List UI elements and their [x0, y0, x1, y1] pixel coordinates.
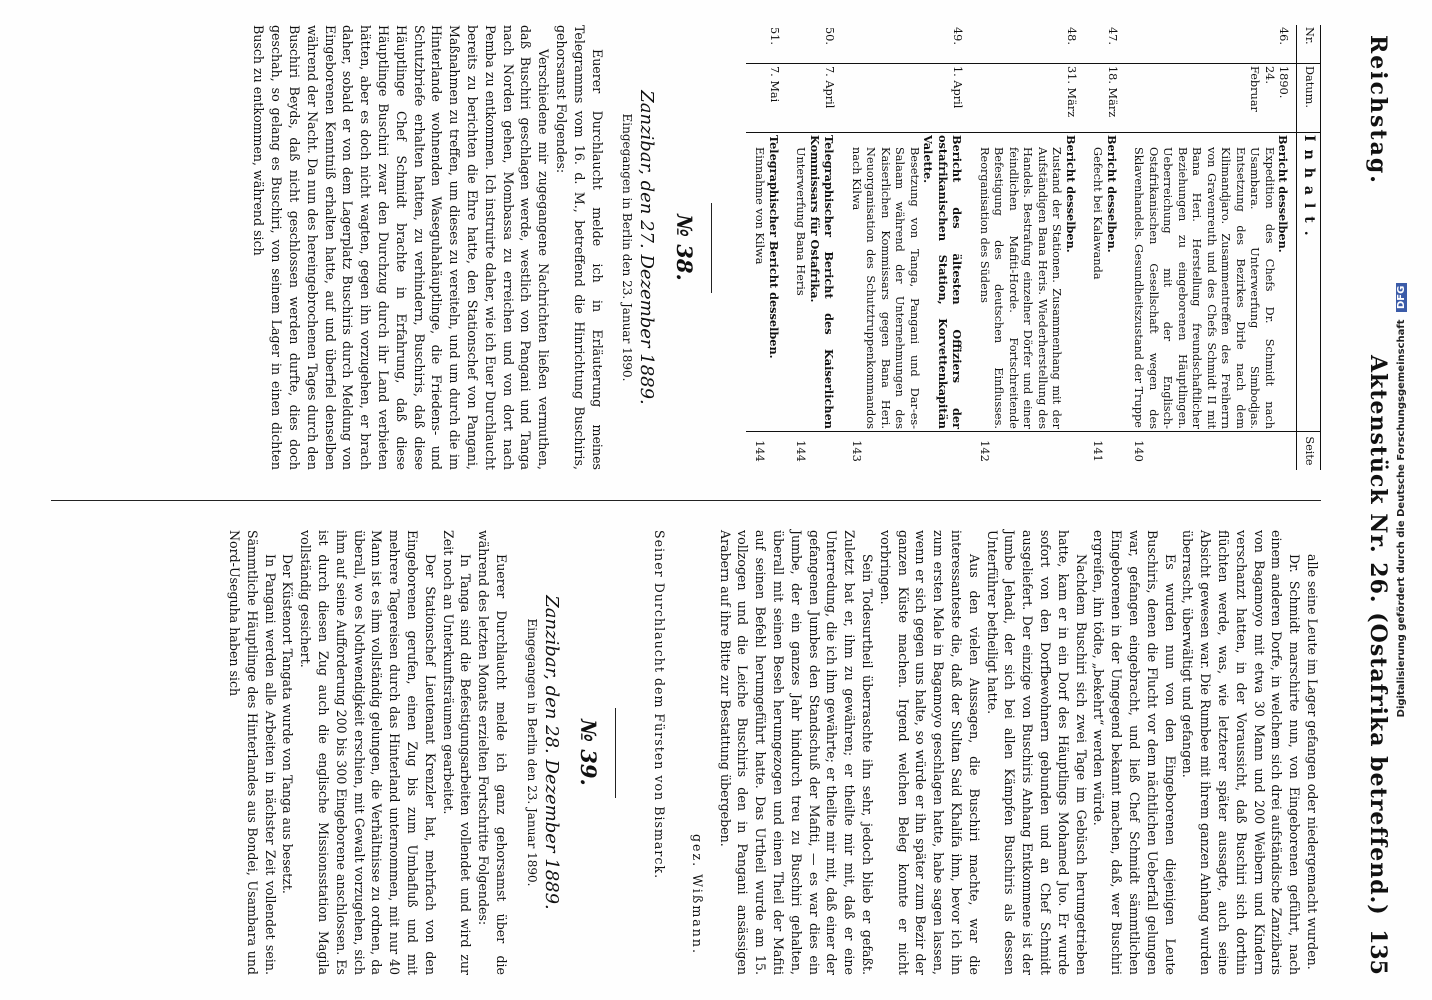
signature: gez. Wißmann. — [689, 834, 705, 955]
toc-desc: Zustand der Stationen. Zusammenhang mit der Aufständigen Bana Heris. Wiederherstellung des Handels. Bestrafung einzelner Dörfer und einer feindlichen Mafiti-Horde. Fortschreitende Befestigung des deutschen Einflusses. Reorganisation des Südens — [978, 147, 1064, 429]
toc-nr: 51. — [746, 25, 787, 64]
dateline-38: Zanzibar, den 27. Dezember 1889. — [636, 90, 658, 405]
toc-date: 24. Februar — [1248, 66, 1276, 112]
paragraph: Euerer Durchlaucht melde ich ganz gehorsamst über die während des letzten Monats erzielten Fortschritte Folgendes: — [476, 530, 509, 975]
contents-table — [746, 25, 1321, 470]
left-column — [250, 25, 1321, 470]
toc-seite: 140 — [1132, 440, 1146, 462]
dateline-39: Zanzibar, den 28. Dezember 1889. — [540, 595, 562, 910]
toc-datum — [1125, 64, 1297, 133]
paragraph: In Tanga sind die Befestigungsarbeiten vollendet und wird zur Zeit noch an Unterkunftsräumen gearbeitet. — [440, 530, 474, 975]
toc-seite: 141 — [1091, 440, 1105, 462]
toc-year: 1890. — [1277, 66, 1291, 99]
document-number-39: № 39. — [576, 719, 602, 786]
credit-text: Digitalisierung gefördert durch die Deutsche Forschungsgemeinschaft — [1396, 319, 1407, 718]
page-header — [1351, 25, 1391, 975]
toc-inhalt — [746, 133, 787, 432]
toc-header-nr: Nr. — [1297, 25, 1321, 64]
toc-inhalt — [1084, 133, 1125, 432]
table-row — [1125, 25, 1297, 470]
received-note-39: Eingegangen in Berlin den 23. Januar 1890. — [524, 618, 539, 887]
toc-title: Bericht desselben. — [1064, 135, 1078, 253]
paragraph: Der Küstenort Tangata wurde von Tanga aus besetzt. — [280, 554, 296, 894]
toc-nr: 47. — [1084, 25, 1125, 64]
toc-title: Telegraphischer Bericht des Kaiserlichen Kommissars für Ostafrika. — [808, 135, 837, 429]
toc-inhalt — [971, 133, 1085, 432]
received-note-38: Eingegangen in Berlin den 23. Januar 1890. — [620, 113, 635, 382]
dfg-logo: DFG — [1396, 283, 1407, 312]
paragraph: Verschiedene mir zugegangene Nachrichten ließen vermuthen, daß Buschiri geschlagen werde, westlich von Pangani und Tanga nach Norden gehen, Mombassa zu erreichen und von dort nach Pemba zu entkommen. Ich instruirte daher, wie ich Euer Durchlaucht bereits zu berichten die Ehre hatte, den Stationschef von Pangani, Maßnahmen zu treffen, um dieses zu vereiteln, und um durch die im Hinterlande wohnenden Waseguhahäuptlinge, die Friedens- und Schutzbriefe erhalten hatten, zu verhindern, Buschiris, daß diese Häuptlinge Chef Schmidt brachte in Erfahrung, daß diese Häuptlinge Buschiri zwar den Durchzug durch ihr Land verbieten hätten, aber es doch nicht wagten, gegen ihn vorzugehen, er brach daher, sobald er von dem Lagerplatz Buschiris durch Meldung von Eingeborenen Kenntniß erhalten hatte, auf und überfiel denselben während der Nacht. Da nun des hereingebrochenen Tages durch den Buschiri Beyds, daß nicht geschlossen werden durfte, dies doch geschah, so gelang es Buschiri, von seinem Lager in einen dichten Busch zu entkommen, während sich — [251, 25, 552, 470]
toc-inhalt — [843, 133, 971, 432]
toc-date: 7. April — [787, 64, 843, 133]
paragraph: Aus den vielen Aussagen, die Buschiri machte, war die interessanteste die, daß der Sultan Said Khalifa ihm, bevor ich ihn zum ersten Male in Bagamoyo geschlagen hatte, habe sagen lassen, wenn er sich gegen uns halte, so würde er ihn später zum Bezir der ganzen Küste machen. Irgend welchen Beleg konnte er nicht vorbringen. — [877, 530, 982, 975]
section-separator — [615, 708, 616, 798]
toc-desc: Einnahme von Kilwa — [753, 147, 767, 265]
toc-seite: 142 — [978, 440, 991, 462]
toc-title: Bericht desselben. — [1276, 135, 1291, 253]
toc-header-inhalt: Inhalt. — [1297, 133, 1321, 432]
toc-seite: 144 — [753, 440, 767, 462]
paragraph: In Pangani werden alle Arbeiten in nächster Zeit vollendet sein. Sämmtliche Häuptlinge des Hinterlandes aus Bondei, Usambara und Nord-Useguha haben sich — [226, 530, 278, 975]
toc-nr: 49. — [843, 25, 971, 64]
table-row — [1084, 25, 1125, 470]
toc-inhalt — [787, 133, 843, 432]
column-divider — [51, 500, 1321, 501]
toc-title: Telegraphischer Bericht desselben. — [767, 135, 781, 359]
toc-inhalt — [1125, 133, 1297, 432]
toc-seite: 144 — [794, 440, 808, 462]
paragraph: Nachdem Buschiri sich zwei Tage im Gebüsch herumgetrieben hatte, kam er in ein Dorf des Häuptlings Mohamed Juo. Er wurde sofort von den Dorfbewohnern gebunden und an Chef Schmidt ausgeliefert. Der einzige von Buschiris Anhang Entkommene ist der Jumbe Jehadi, der sich bei allen Kämpfen Buschiris als dessen Unterführer betheiligt hatte. — [984, 530, 1089, 975]
toc-title: Bericht des ältesten Offiziers der ostafrikanischen Station, Korvettenkapitän Valette. — [921, 135, 965, 429]
paragraph: Es wurden nun von den Eingeborenen diejenigen Leute Buschiris, denen die Flucht vor dem nächtlichen Ueberfall gelungen war, gefangen eingebracht, und ließ Chef Schmidt sämmtlichen Eingeborenen in der Umgegend bekannt machen, daß, wer Buschiri ergreifen, ihn tödte, „bekehrt“ werden würde. — [1091, 530, 1178, 975]
toc-desc: Expedition des Chefs Dr. Schmidt nach Usambara. Unterwerfung Simbodjas. Entsetzung des Bezirkes Dirle nach dem Kilimandjaro. Zusammentreffen des Freiherrn von Gravenreuth und des Chefs Schmidt II mit Bana Heri. Herstellung freundschaftlicher Beziehungen zu eingeborenen Häuptlingen. Ueberreichung mit der Englisch-Ostafrikanischen Gesellschaft wegen des Sklavenhandels. Gesundheitszustand der Truppe — [1132, 147, 1276, 429]
right-column — [225, 530, 1321, 975]
table-row — [843, 25, 971, 470]
toc-date: 1. April — [843, 64, 971, 133]
header-center: Aktenstück Nr. 26. (Ostafrika betreffend.) — [1365, 355, 1391, 916]
toc-date: 18. März — [1084, 64, 1125, 133]
toc-date: 7. Mai — [746, 64, 787, 133]
paragraph: alle seine Leute im Lager gefangen oder niedergemacht wurden. — [1305, 554, 1320, 970]
toc-desc: Gefecht bei Kalawanda — [1091, 147, 1105, 280]
toc-desc: Besetzung von Tanga, Pangani und Dar-es-Salaam während der Unternehmungen des Kaiserlichen Kommissars gegen Bana Heri. Neuorganisation des Schutztruppenkommandos nach Kilwa — [850, 147, 921, 429]
toc-nr: 50. — [787, 25, 843, 64]
toc-date: 31. März — [971, 64, 1085, 133]
paragraph: Euerer Durchlaucht melde ich in Erläuterung meines Telegramms vom 16. d. M., betreffend die Hinrichtung Buschiris, gehorsamst Folgendes: — [554, 25, 605, 470]
toc-seite: 143 — [850, 440, 863, 462]
toc-header-seite: Seite — [1297, 432, 1321, 471]
digitization-credit — [1396, 100, 1416, 900]
document-number-38: № 38. — [672, 214, 697, 281]
page-number: 135 — [1365, 929, 1391, 975]
toc-nr: 46. — [1125, 25, 1297, 64]
toc-nr: 48. — [971, 25, 1085, 64]
rotated-document-page — [41, 25, 1391, 975]
table-row — [787, 25, 843, 470]
section-separator — [711, 203, 712, 293]
paragraph: Sein Todesurtheil überraschte ihn sehr, jedoch blieb er gefaßt. Zuletzt bat er, ihm zu gewähren; er theilte mir mit, daß er eine Unterredung, die ich ihm gewährte; er theilte mir mit, daß einer der gefangenen Jumbes den Standschuß der Mafiti, — es war dies ein Jumbe, der ein ganzes Jahr hindurch treu zu Buschiri gehalten, überall mit seinen Beseh herumgezogen und einen Theil der Mafiti auf seinen Befehl herumgeführt hatte. Das Urtheil wurde am 15. vollzogen und die Leiche Buschiris den in Pangani ansässigen Arabern auf ihre Bitte zur Bestattung übergeben. — [717, 530, 876, 975]
toc-title: Bericht desselben. — [1105, 135, 1119, 253]
toc-desc: Unterwerfung Bana Heris — [794, 147, 808, 296]
table-row — [971, 25, 1085, 470]
toc-header-datum: Datum. — [1297, 64, 1321, 133]
header-left: Reichstag. — [1365, 35, 1391, 185]
table-row — [746, 25, 787, 470]
recipient-line: Seiner Durchlaucht dem Fürsten von Bismarck. — [652, 530, 668, 880]
paragraph: Der Stationschef Lieutenant Krenzler hat, mehrfach von den Eingeborenen gerufen, einen Zug bis zum Umbafluß und mit mehrere Tagereisen durch das Hinterland unternommen, mit nur 40 Mann ist es ihm vollständig gelungen, die Verhältnisse zu ordnen, da überall, wo es Nothwendigkeit erschien, mit Gewalt vorzugehen, sich ihm auf seine Aufforderung 200 bis 300 Eingeborene anschlossen. Es ist durch diesen Zug auch die englische Missionsstation Magila vollständig gesichert. — [298, 530, 438, 975]
paragraph: Dr. Schmidt marschirte nun, von Eingeborenen geführt, nach einem anderen Dorfe, in welchem sich drei aufständische Zanzibaris von Bagamoyo mit etwa 30 Mann und 200 Weibern und Kindern verschanzt hatten, in der Voraussicht, daß Buschiri sich dorthin flüchten werde, was, wie letzterer später aussagte, auch seine Absicht gewesen war. Die Rumbee mit ihrem ganzen Anhang wurden überrascht, überwältigt und gefangen. — [1180, 530, 1303, 975]
